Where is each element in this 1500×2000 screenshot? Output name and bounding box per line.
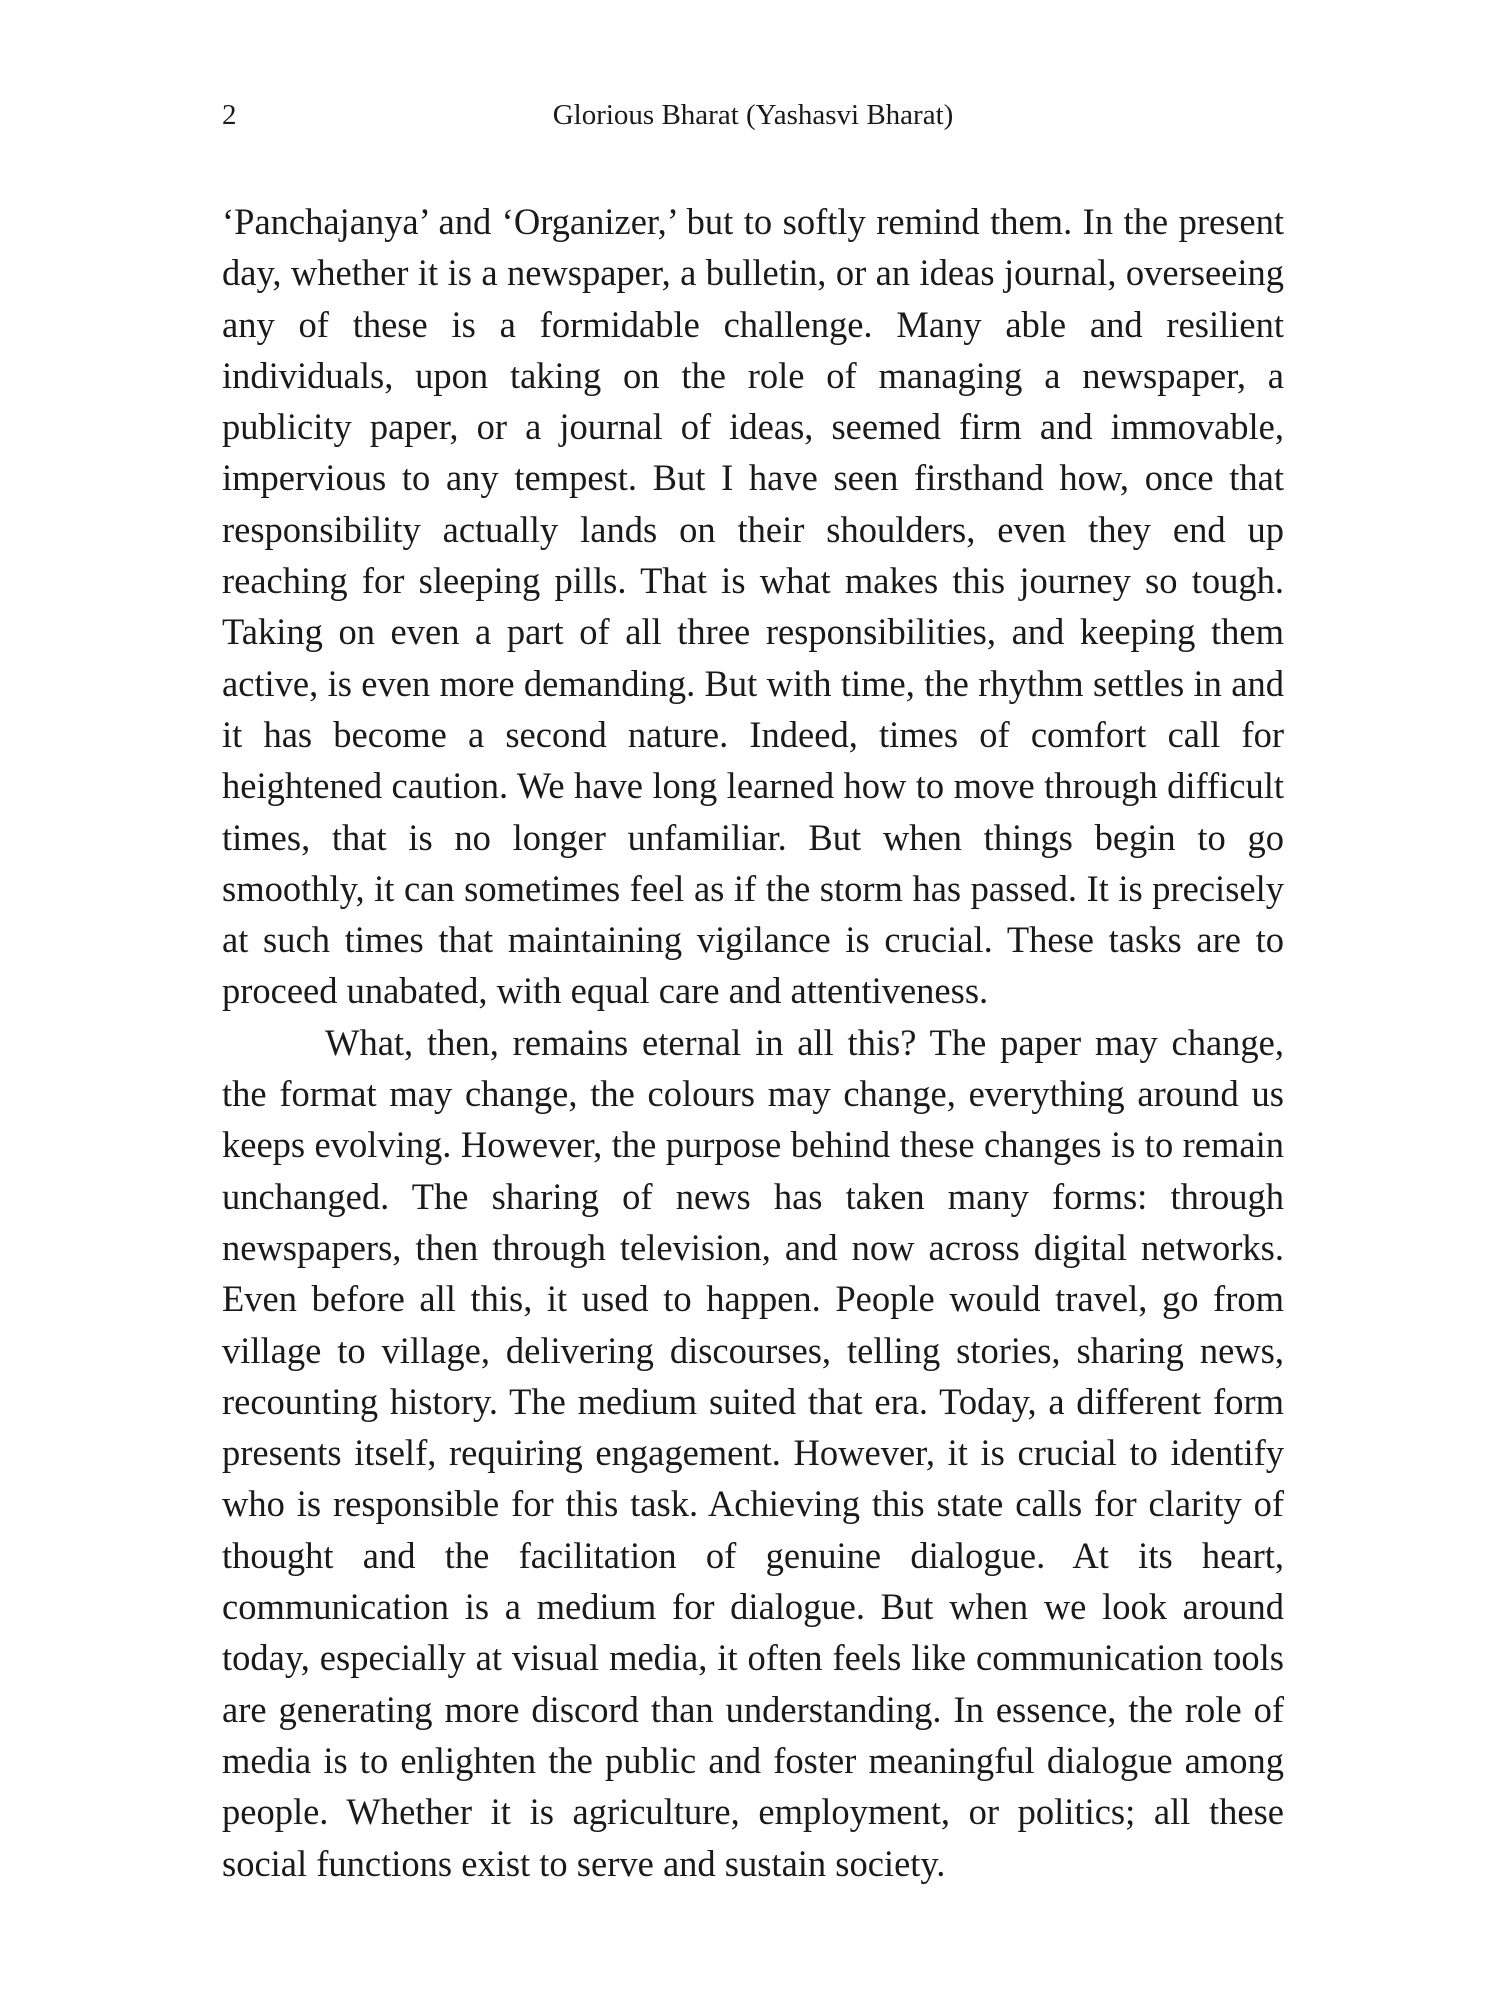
page-number: 2 xyxy=(222,99,237,131)
paragraph: What, then, remains eternal in all this? The paper may change, the format may change, the colours may change, everything around us keeps evolving. However, the purpose behind these changes is to remain unchanged. The sharing of news has taken many forms: through newspapers, then through television, and now across digital networks. Even before all this, it used to happen. People would travel, go from village to village, delivering discourses, telling stories, sharing news, recounting history. The medium suited that era. Today, a different form presents itself, requiring engagement. However, it is crucial to identify who is responsible for this task. Achieving this state calls for clarity of thought and the facilitation of genuine dialogue. At its heart, communication is a medium for dialogue. But when we look around today, especially at visual media, it often feels like communication tools are generating more discord than understanding. In essence, the role of media is to enlighten the public and foster meaningful dialogue among people. Whether it is agriculture, employment, or politics; all these social functions exist to serve and sustain society. xyxy=(222,1021,1284,1884)
paragraph-continued: ‘Panchajanya’ and ‘Organizer,’ but to softly remind them. In the present day, whether it is a newspaper, a bulletin, or an ideas journal, overseeing any of these is a formidable challenge. Many able and resilient individuals, upon taking on the role of managing a newspaper, a publicity paper, or a journal of ideas, seemed firm and immovable, impervious to any tempest. But I have seen firsthand how, once that responsibility actually lands on their shoulders, even they end up reaching for sleeping pills. That is what makes this journey so tough. Taking on even a part of all three responsibilities, and keeping them active, is even more demanding. But with time, the rhythm settles in and it has become a second nature. Indeed, times of comfort call for heightened caution. We have long learned how to move through difficult times, that is no longer unfamiliar. But when things begin to go smoothly, it can sometimes feel as if the storm has passed. It is precisely at such times that maintaining vigilance is crucial. These tasks are to proceed unabated, with equal care and attentiveness. xyxy=(222,201,1284,1012)
body-text xyxy=(222,196,1284,1889)
running-title: Glorious Bharat (Yashasvi Bharat) xyxy=(552,99,954,131)
running-head xyxy=(222,95,1284,135)
